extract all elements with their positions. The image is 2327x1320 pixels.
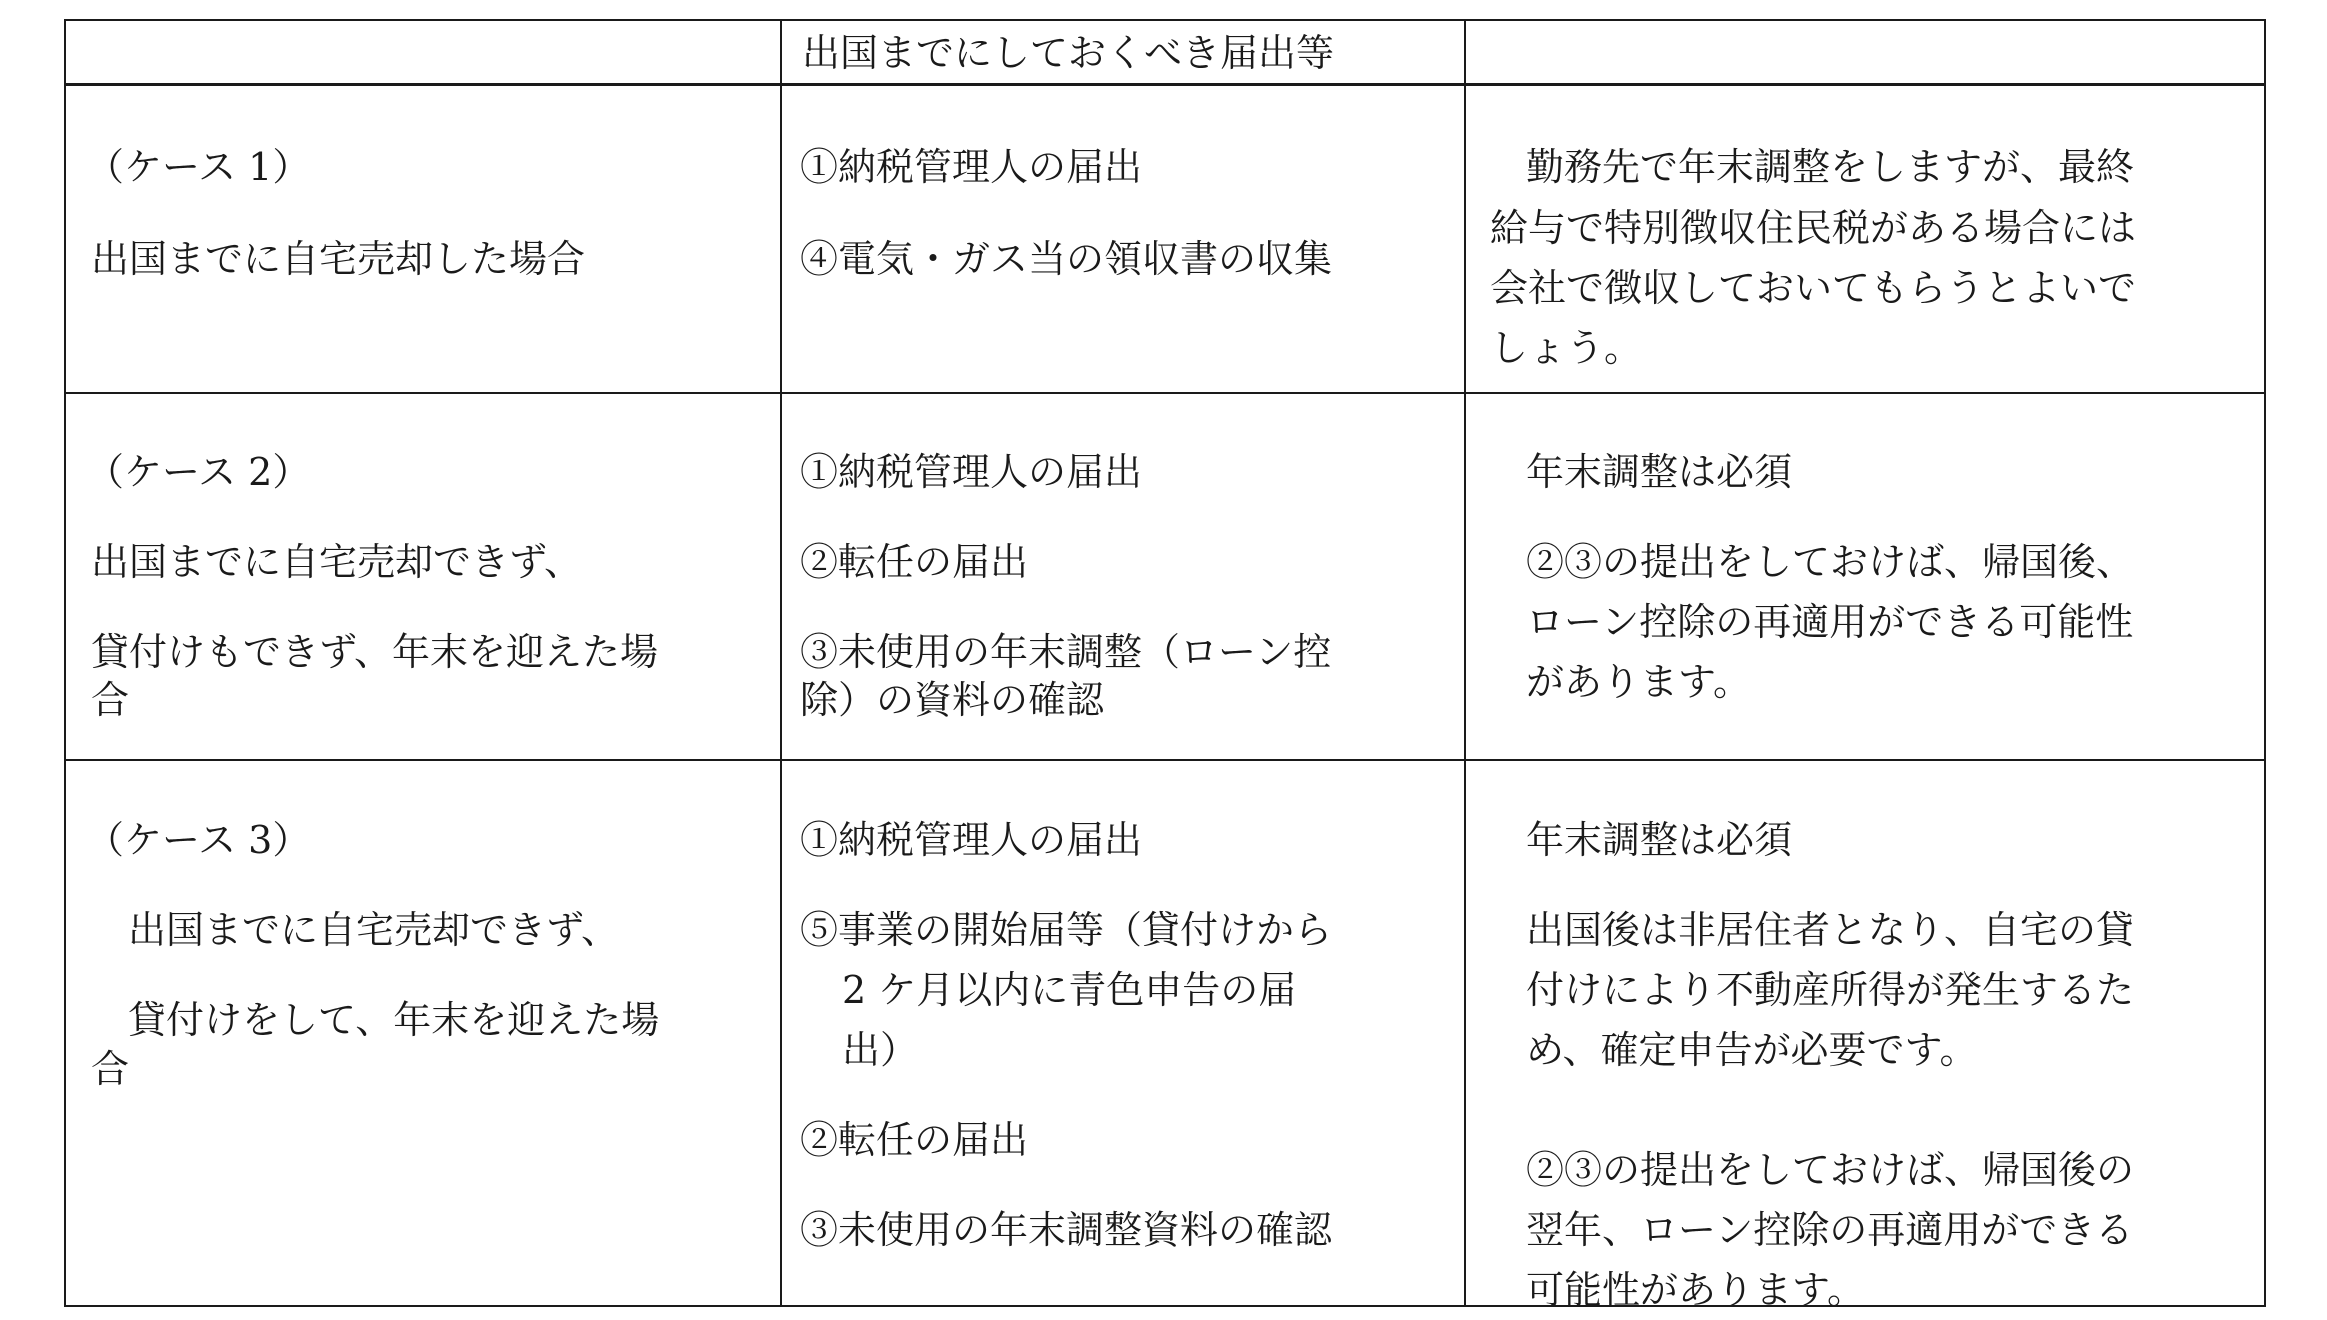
row-1-note-line: 会社で徴収しておいてもらうとよいで <box>1490 266 2137 310</box>
row-2-procedures-cell <box>782 394 1464 759</box>
row-3-procedures-cell <box>782 761 1464 1307</box>
row-2-note-line: があります。 <box>1526 660 1751 704</box>
row-1-note-line: 勤務先で年末調整をしますが、最終 <box>1526 145 2135 189</box>
row-3-note-line: ②③の提出をしておけば、帰国後の <box>1526 1148 2135 1192</box>
row-3-note-line: 出国後は非居住者となり、自宅の貸 <box>1526 908 2135 952</box>
row-3-case-desc-line: 貸付けをして、年末を迎えた場 <box>128 998 660 1042</box>
row-2-note-line: ローン控除の再適用ができる可能性 <box>1526 600 2134 644</box>
row-3-procedure: 出） <box>842 1028 919 1072</box>
row-1-procedures-cell <box>782 84 1464 392</box>
row-3-procedure: 2 ケ月以内に青色申告の届 <box>842 968 1297 1012</box>
row-2-note-line: 年末調整は必須 <box>1526 450 1793 494</box>
row-2-case-cell <box>66 394 780 759</box>
row-1-case-label: （ケース 1） <box>86 145 311 189</box>
row-2-procedure: ②転任の届出 <box>800 540 1029 584</box>
row-3-note-line: め、確定申告が必要です。 <box>1526 1028 1978 1072</box>
row-3-procedure: ③未使用の年末調整資料の確認 <box>800 1208 1333 1252</box>
row-3-procedure: ①納税管理人の届出 <box>800 818 1143 862</box>
row-3-note-line: 年末調整は必須 <box>1526 818 1793 862</box>
row-2-procedure: ①納税管理人の届出 <box>800 450 1143 494</box>
row-2-procedure: 除）の資料の確認 <box>800 678 1105 722</box>
row-2-case-desc-line: 合 <box>91 678 130 722</box>
row-1-procedure: ④電気・ガス当の領収書の収集 <box>800 237 1333 281</box>
row-2-notes-cell <box>1466 394 2266 759</box>
row-1-notes-cell <box>1466 84 2266 392</box>
row-3-note-line: 翌年、ローン控除の再適用ができる <box>1526 1208 2134 1252</box>
row-3-case-desc-line: 出国までに自宅売却できず、 <box>128 908 619 952</box>
row-3-case-desc-line: 合 <box>91 1047 130 1091</box>
row-2-procedure: ③未使用の年末調整（ローン控 <box>800 630 1332 674</box>
row-1-note-line: 給与で特別徴収住民税がある場合には <box>1490 206 2137 250</box>
row-3-case-cell <box>66 761 780 1307</box>
row-3-procedure: ②転任の届出 <box>800 1118 1029 1162</box>
row-2-note-line: ②③の提出をしておけば、帰国後、 <box>1526 540 2135 584</box>
row-1-note-line: しょう。 <box>1490 326 1643 370</box>
header-title: 出国までにしておくべき届出等 <box>802 31 1335 75</box>
procedures-table <box>64 19 2266 1312</box>
row-2-case-label: （ケース 2） <box>86 450 311 494</box>
row-3-notes-cell <box>1466 761 2266 1312</box>
row-2-case-desc-line: 出国までに自宅売却できず、 <box>91 540 582 584</box>
row-3-note-line: 付けにより不動産所得が発生するた <box>1526 968 2135 1012</box>
row-3-procedure: ⑤事業の開始届等（貸付けから <box>800 908 1333 952</box>
row-1-case-cell <box>66 84 780 392</box>
row-3-case-label: （ケース 3） <box>86 818 311 862</box>
row-1-case-desc-line: 出国までに自宅売却した場合 <box>91 237 586 281</box>
row-3-note-line: 可能性があります。 <box>1526 1268 1865 1312</box>
row-2-case-desc-line: 貸付けもできず、年末を迎えた場 <box>91 630 658 674</box>
row-1-procedure: ①納税管理人の届出 <box>800 145 1143 189</box>
